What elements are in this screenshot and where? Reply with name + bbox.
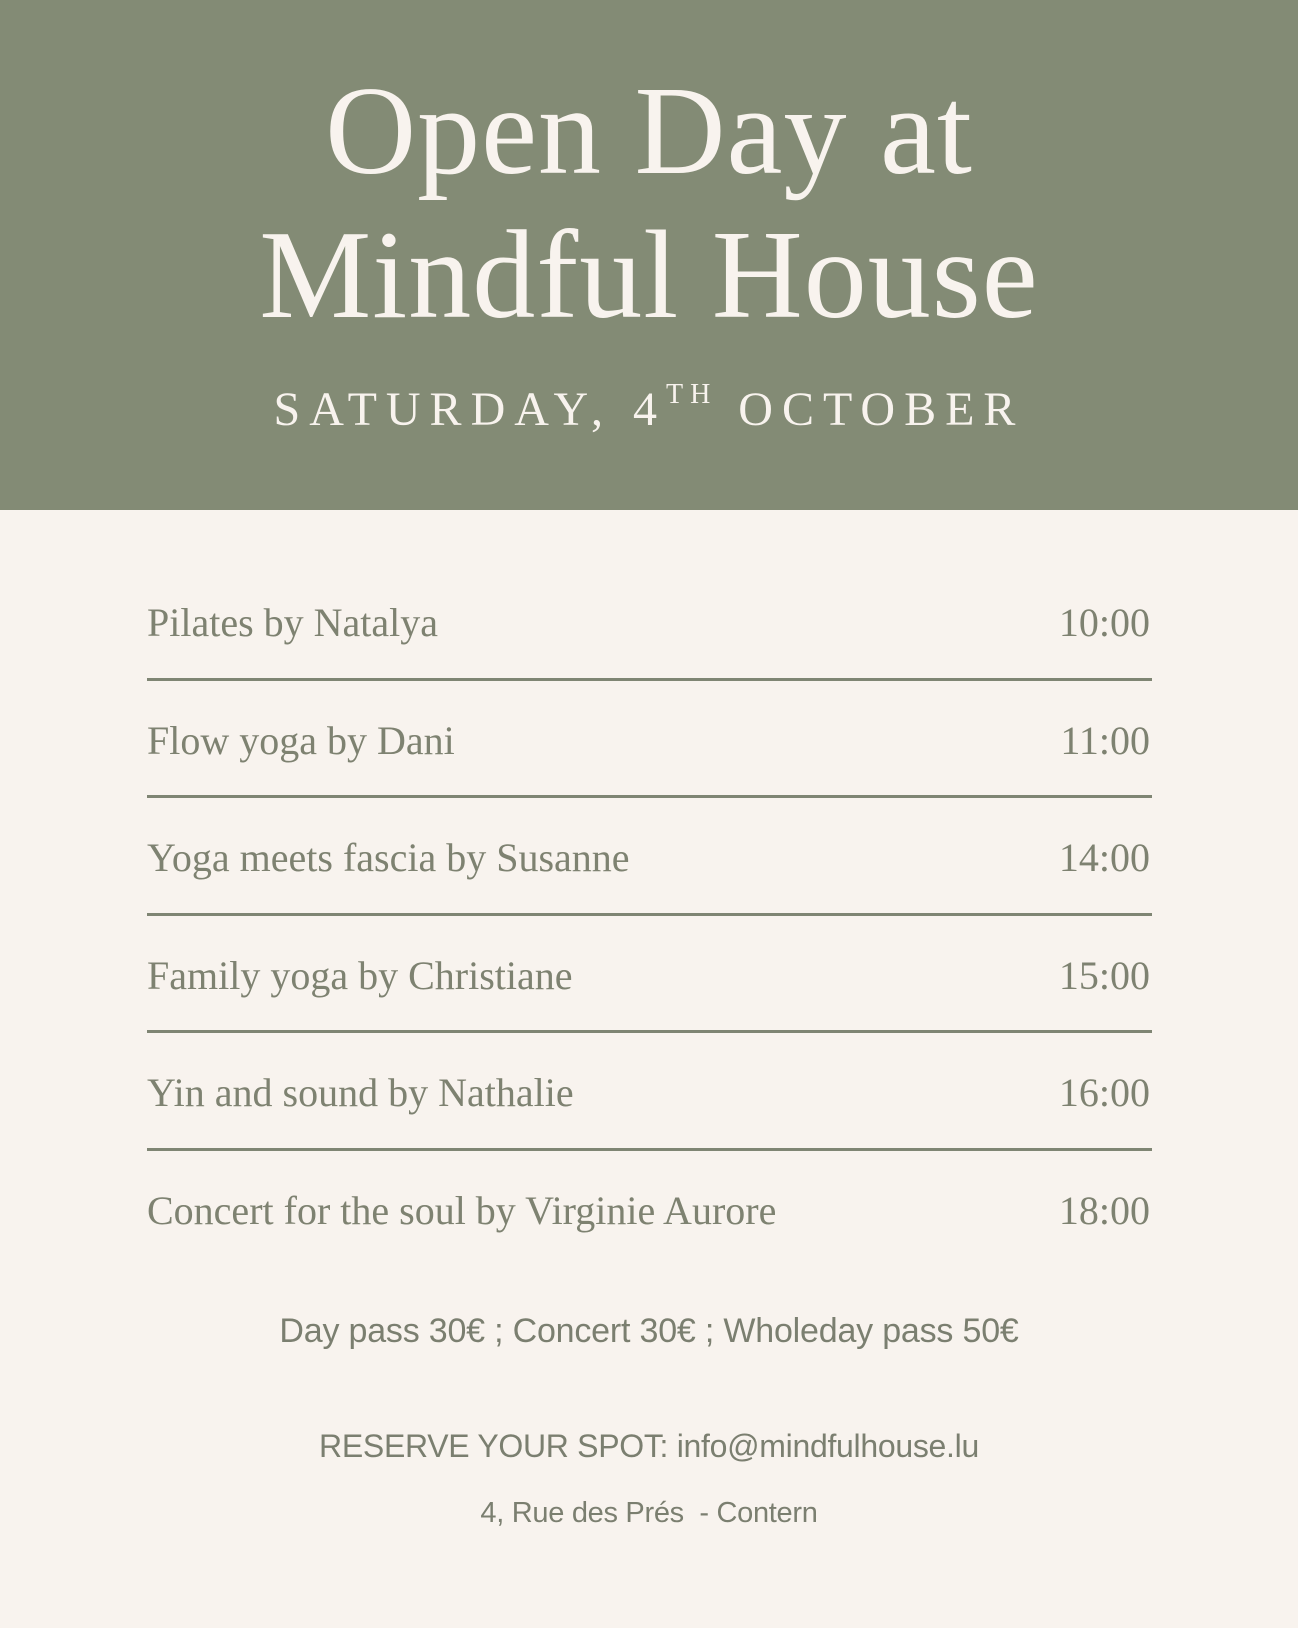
- schedule-row: [147, 1151, 1152, 1269]
- title-line-1: Open Day at: [325, 62, 973, 201]
- title-line-2: Mindful House: [259, 206, 1039, 345]
- event-date: [0, 378, 1298, 442]
- activity-name: Pilates by Natalya: [147, 600, 439, 645]
- header-banner: [0, 0, 1298, 510]
- activity-name: Family yoga by Christiane: [147, 952, 573, 998]
- activity-name: Flow yoga by Dani: [147, 717, 455, 763]
- activity-time: 15:00: [1058, 952, 1150, 998]
- schedule-row: [147, 1033, 1152, 1151]
- activity-time: 14:00: [1058, 835, 1150, 881]
- schedule-row: [147, 681, 1152, 799]
- activity-name: Concert for the soul by Virginie Aurore: [147, 1187, 777, 1233]
- activity-time: 10:00: [1058, 600, 1150, 645]
- schedule-row: [147, 798, 1152, 916]
- activity-name: Yin and sound by Nathalie: [147, 1070, 574, 1116]
- activity-time: 18:00: [1058, 1187, 1150, 1233]
- activity-time: 16:00: [1058, 1070, 1150, 1116]
- page-title: [0, 60, 1298, 348]
- pricing-info: Day pass 30€ ; Concert 30€ ; Wholeday pass 50€: [279, 1312, 1019, 1350]
- activity-time: 11:00: [1060, 717, 1150, 763]
- address: 4, Rue des Prés - Contern: [480, 1497, 818, 1529]
- activity-name: Yoga meets fascia by Susanne: [147, 835, 630, 881]
- date-superscript: TH: [665, 379, 718, 410]
- schedule-row: [147, 916, 1152, 1034]
- schedule-row: [147, 563, 1152, 681]
- schedule-list: [147, 563, 1152, 1269]
- date-suffix: OCTOBER: [738, 383, 1025, 436]
- reservation-info: RESERVE YOUR SPOT: info@mindfulhouse.lu: [319, 1428, 979, 1464]
- date-prefix: SATURDAY, 4: [273, 383, 666, 436]
